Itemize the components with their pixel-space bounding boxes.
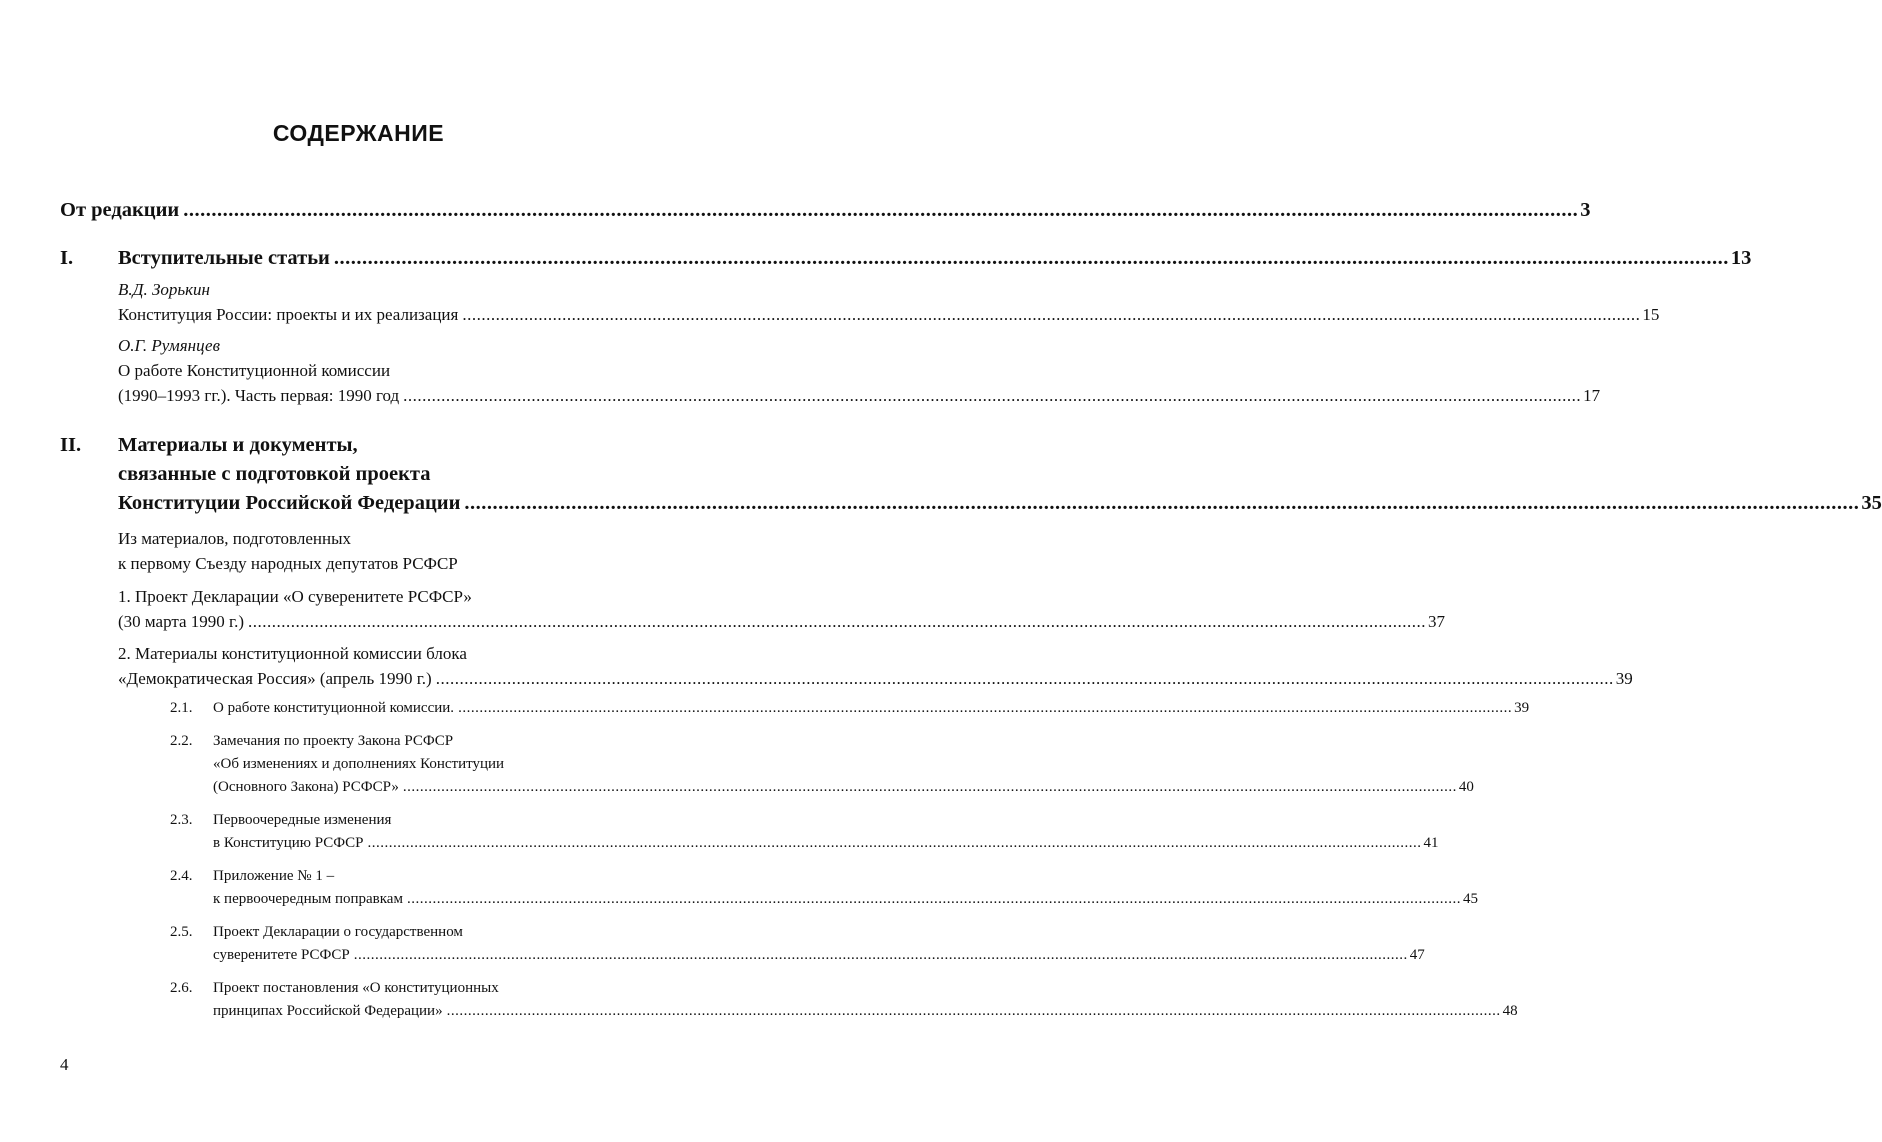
toc-entry-title: От редакции: [60, 199, 180, 221]
item-title: (30 марта 1990 г.): [118, 612, 245, 631]
toc-page-number: 17: [1583, 386, 1601, 405]
item-title: «Демократическая Россия» (апрель 1990 г.): [118, 669, 432, 688]
subitem-title: Проект Декларации о государственном: [213, 924, 463, 940]
toc-item[interactable]: [118, 584, 1446, 634]
subitem-number: 2.4.: [170, 868, 193, 884]
section-title: связанные с подготовкой проекта: [118, 463, 431, 485]
subitem-number: 2.6.: [170, 980, 193, 996]
toc-item[interactable]: [118, 641, 1633, 691]
subitem-title: Замечания по проекту Закона РСФСР: [213, 733, 454, 749]
subitem-title: принципах Российской Федерации»: [213, 1003, 443, 1019]
toc-page-number: 41: [1423, 835, 1439, 851]
item-title: 1. Проект Декларации «О суверенитете РСФСР»: [118, 587, 472, 606]
subitem-number: 2.5.: [170, 924, 193, 940]
article-title: (1990–1993 гг.). Часть первая: 1990 год: [118, 386, 400, 405]
toc-entry-intro[interactable]: [60, 196, 1591, 225]
toc-page-number: 37: [1428, 612, 1446, 631]
toc-subitem[interactable]: [170, 809, 1439, 855]
section-title: Вступительные статьи: [118, 247, 330, 269]
toc-article[interactable]: [118, 277, 1660, 327]
dot-leader: [462, 302, 1640, 327]
section-title: Конституции Российской Федерации: [118, 492, 461, 514]
subitem-number: 2.3.: [170, 812, 193, 828]
dot-leader: [436, 666, 1614, 691]
toc-subitem[interactable]: [170, 921, 1425, 967]
toc-page-number: 39: [1615, 669, 1633, 688]
page-title: СОДЕРЖАНИЕ: [272, 120, 445, 146]
toc-article[interactable]: [118, 333, 1601, 408]
page-number: 4: [60, 1055, 69, 1074]
toc-page-number: 35: [1861, 492, 1882, 514]
subitem-title: Приложение № 1 –: [213, 868, 335, 884]
subitem-title: в Конституцию РСФСР: [213, 835, 364, 851]
dot-leader: [183, 196, 1578, 225]
dot-leader: [458, 697, 1512, 720]
subitem-title: «Об изменениях и дополнениях Конституции: [213, 756, 505, 772]
dot-leader: [407, 888, 1461, 911]
toc-subitem[interactable]: [170, 697, 1530, 720]
item-title: 2. Материалы конституционной комиссии блока: [118, 644, 467, 663]
toc-page-number: 47: [1409, 947, 1425, 963]
table-of-contents: [60, 196, 1882, 1023]
subitem-title: Проект постановления «О конституционных: [213, 980, 499, 996]
toc-page-number: 45: [1462, 891, 1478, 907]
toc-page-number: 13: [1730, 247, 1752, 269]
subitem-title: к первоочередным поправкам: [213, 891, 403, 907]
toc-page-number: 15: [1642, 305, 1660, 324]
section-number: I.: [60, 247, 74, 269]
toc-page-number: 39: [1514, 700, 1530, 716]
subitem-title: (Основного Закона) РСФСР»: [213, 779, 399, 795]
dot-leader: [447, 1000, 1501, 1023]
toc-page-number: 3: [1580, 199, 1591, 221]
article-title: О работе Конституционной комиссии: [118, 361, 391, 380]
toc-subitem[interactable]: [170, 977, 1518, 1023]
subitem-title: Первоочередные изменения: [213, 812, 392, 828]
group-heading: Из материалов, подготовленных к первому Съезду народных депутатов РСФСР: [118, 529, 458, 573]
toc-section-1[interactable]: [60, 244, 1752, 273]
article-author: О.Г. Румянцев: [118, 336, 220, 355]
subitem-title: О работе конституционной комиссии.: [213, 700, 455, 716]
article-title: Конституция России: проекты и их реализация: [118, 305, 459, 324]
dot-leader: [403, 383, 1581, 408]
subitem-number: 2.2.: [170, 733, 193, 749]
dot-leader: [354, 944, 1408, 967]
toc-section-2[interactable]: [60, 431, 1882, 518]
dot-leader: [464, 489, 1859, 518]
dot-leader: [334, 244, 1729, 273]
toc-page-number: 40: [1458, 779, 1474, 795]
toc-page-number: 48: [1502, 1003, 1518, 1019]
dot-leader: [403, 776, 1457, 799]
section-title: Материалы и документы,: [118, 434, 358, 456]
article-author: В.Д. Зорькин: [118, 280, 210, 299]
toc-subitem[interactable]: [170, 865, 1478, 911]
section-number: II.: [60, 434, 82, 456]
subitem-number: 2.1.: [170, 700, 193, 716]
dot-leader: [367, 832, 1421, 855]
toc-subitem[interactable]: [170, 730, 1474, 799]
dot-leader: [248, 609, 1426, 634]
subitem-title: суверенитете РСФСР: [213, 947, 350, 963]
